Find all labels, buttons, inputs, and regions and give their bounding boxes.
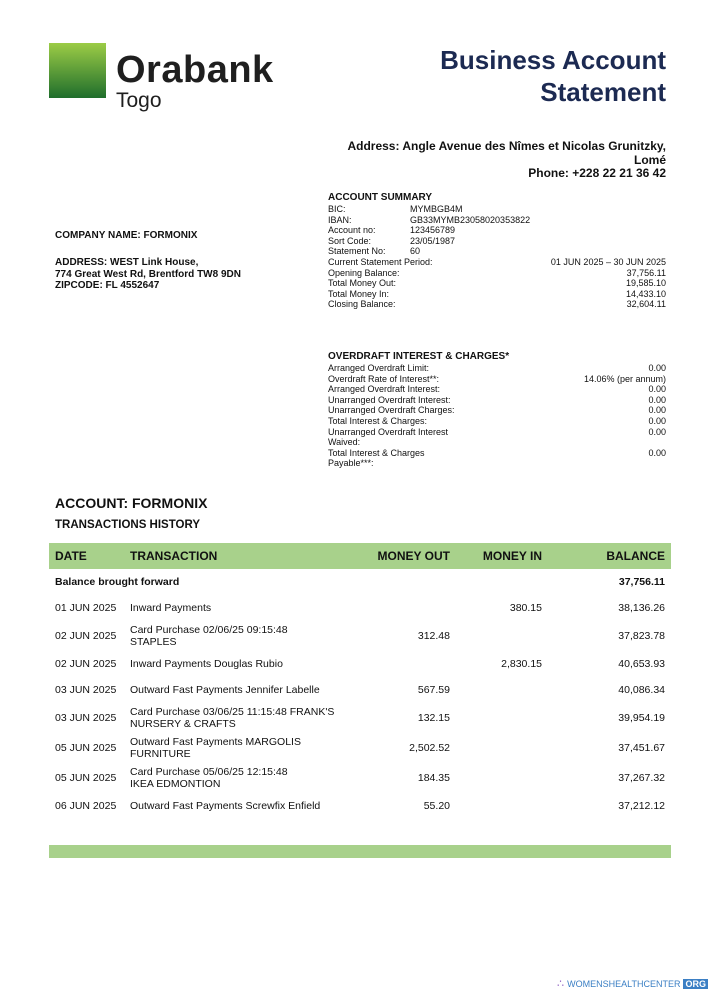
company-address — [55, 257, 241, 292]
tx-date: 03 JUN 2025 — [55, 684, 117, 696]
title-line-1: Business Account — [440, 45, 666, 75]
tx-date: 06 JUN 2025 — [55, 800, 117, 812]
tx-description: Outward Fast Payments Screwfix Enfield — [130, 800, 321, 812]
watermark-dots-icon: ∴ — [557, 978, 565, 990]
overdraft-row: Unarranged Overdraft Charges: 0.00 — [328, 405, 666, 416]
bank-address: Address: Angle Avenue des Nîmes et Nicolas Grunitzky, Lomé — [347, 139, 666, 167]
tx-money-in — [456, 703, 548, 733]
tx-date: 05 JUN 2025 — [55, 772, 117, 784]
table-row — [49, 703, 671, 733]
table-row — [49, 763, 671, 793]
overdraft-row: Total Interest & Charges: 0.00 — [328, 415, 666, 426]
overdraft-row: Unarranged Overdraft Interest: 0.00 — [328, 394, 666, 405]
document-title — [440, 44, 666, 108]
table-row — [49, 793, 671, 819]
summary-detail-row: IBAN: GB33MYMB23058020353822 — [328, 214, 531, 225]
tx-balance: 37,823.78 — [618, 630, 665, 642]
account-summary — [328, 192, 666, 310]
overdraft-title: OVERDRAFT INTEREST & CHARGES* — [328, 351, 510, 362]
overdraft-row: Overdraft Rate of Interest**: 14.06% (per annum) — [328, 373, 666, 384]
overdraft-row: Arranged Overdraft Limit: 0.00 — [328, 363, 666, 373]
account-heading: ACCOUNT: FORMONIX — [55, 495, 208, 511]
overdraft-charges — [328, 351, 666, 469]
tx-description: Card Purchase 02/06/25 09:15:48 STAPLES — [130, 624, 288, 648]
header-transaction: TRANSACTION — [124, 543, 359, 569]
tx-money-out: 567.59 — [417, 684, 450, 696]
tx-money-out: 184.35 — [417, 772, 450, 784]
table-row — [49, 651, 671, 677]
summary-balance-row: Total Money Out: 19,585.10 — [328, 278, 666, 289]
tx-money-in — [456, 763, 548, 793]
tx-balance: 40,653.93 — [618, 658, 665, 670]
tx-date: 02 JUN 2025 — [55, 658, 117, 670]
table-row — [49, 677, 671, 703]
overdraft-row: Total Interest & Charges Payable***: 0.00 — [328, 447, 666, 469]
tx-money-in — [456, 733, 548, 763]
tx-description: Card Purchase 03/06/25 11:15:48 FRANK'S NURSERY & CRAFTS — [130, 706, 335, 730]
tx-balance: 37,451.67 — [618, 742, 665, 754]
table-row — [49, 733, 671, 763]
summary-balance-row: Closing Balance: 32,604.11 — [328, 299, 666, 310]
tx-money-out: 312.48 — [417, 630, 450, 642]
tx-balance: 38,136.26 — [618, 602, 665, 614]
tx-description: Inward Payments — [130, 602, 212, 614]
table-footer-bar — [49, 845, 671, 858]
tx-balance: 37,267.32 — [618, 772, 665, 784]
company-name: COMPANY NAME: FORMONIX — [55, 230, 198, 241]
tx-money-out: 132.15 — [417, 712, 450, 724]
account-summary-title: ACCOUNT SUMMARY — [328, 192, 433, 203]
tx-date: 02 JUN 2025 — [55, 630, 117, 642]
overdraft-row: Unarranged Overdraft Interest Waived: 0.00 — [328, 426, 666, 448]
tx-money-out — [359, 651, 456, 677]
overdraft-row: Arranged Overdraft Interest: 0.00 — [328, 384, 666, 395]
tx-balance: 39,954.19 — [618, 712, 665, 724]
watermark-text: WOMENSHEALTHCENTER — [567, 978, 681, 989]
summary-balance-row: Total Money In: 14,433.10 — [328, 288, 666, 299]
header-balance: BALANCE — [548, 543, 671, 569]
tx-balance: 40,086.34 — [618, 684, 665, 696]
summary-detail-row: BIC: MYMBGB4M — [328, 204, 463, 214]
tx-money-in: 380.15 — [509, 602, 542, 614]
summary-detail-row: Sort Code: 23/05/1987 — [328, 235, 456, 246]
watermark-suffix: ORG — [685, 978, 706, 989]
table-row — [49, 621, 671, 651]
tx-money-in — [456, 793, 548, 819]
transactions-history-heading: TRANSACTIONS HISTORY — [55, 519, 201, 531]
table-header-row — [49, 543, 671, 569]
tx-date: 03 JUN 2025 — [55, 712, 117, 724]
summary-balance-row: Current Statement Period: 01 JUN 2025 – 30 JUN 2025 — [328, 256, 666, 267]
summary-detail-row: Account no: 123456789 — [328, 225, 456, 236]
title-line-2: Statement — [540, 77, 666, 107]
orabank-logo-mark — [49, 43, 106, 98]
tx-money-out: 2,502.52 — [409, 742, 450, 754]
watermark — [557, 977, 708, 990]
transactions-table — [49, 543, 671, 819]
tx-balance: 37,212.12 — [618, 800, 665, 812]
tx-description: Outward Fast Payments Jennifer Labelle — [130, 684, 320, 696]
company-address-line-2: 774 Great West Rd, Brentford TW8 9DN — [55, 268, 241, 280]
tx-date: 05 JUN 2025 — [55, 742, 117, 754]
header-money-out: MONEY OUT — [359, 543, 456, 569]
bank-phone: Phone: +228 22 21 36 42 — [528, 166, 666, 180]
header-date: DATE — [49, 543, 124, 569]
tx-description: Inward Payments Douglas Rubio — [130, 658, 283, 670]
tx-date: 01 JUN 2025 — [55, 602, 117, 614]
tx-description: Card Purchase 05/06/25 12:15:48 IKEA EDMONTION — [130, 766, 288, 790]
tx-money-out: 55.20 — [423, 800, 450, 812]
summary-detail-row: Statement No: 60 — [328, 246, 421, 257]
balance-brought-forward-row — [49, 569, 671, 595]
header-money-in: MONEY IN — [456, 543, 548, 569]
tx-money-out — [359, 595, 456, 621]
tx-money-in — [456, 621, 548, 651]
brought-forward-balance: 37,756.11 — [618, 576, 665, 588]
brought-forward-label: Balance brought forward — [55, 576, 180, 588]
tx-money-in — [456, 677, 548, 703]
bank-name: Orabank — [116, 49, 274, 91]
table-row — [49, 595, 671, 621]
tx-description: Outward Fast Payments MARGOLIS FURNITURE — [130, 736, 301, 760]
tx-money-in: 2,830.15 — [501, 658, 542, 670]
company-address-line-1: ADDRESS: WEST Link House, — [55, 257, 199, 268]
company-zipcode: ZIPCODE: FL 4552647 — [55, 280, 160, 291]
summary-balance-row: Opening Balance: 37,756.11 — [328, 267, 666, 278]
bank-country: Togo — [116, 89, 162, 112]
